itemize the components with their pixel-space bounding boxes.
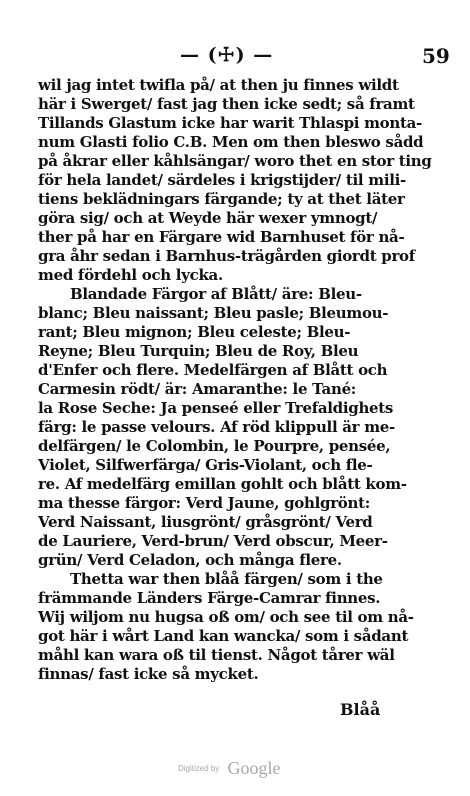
- text-line: de Lauriere, Verd-brun/ Verd obscur, Meer-: [38, 532, 388, 550]
- text-line: här i Swerget/ fast jag then icke sedt; så framt: [38, 95, 415, 113]
- watermark-prefix: Digitized by: [178, 764, 220, 773]
- text-line: måhl kan wara oß til tienst. Något tårer wäl: [38, 646, 395, 664]
- text-line: tiens beklädningars färgande; ty at thet läter: [38, 190, 405, 208]
- google-logo: Google: [227, 758, 281, 778]
- digitized-watermark: [178, 758, 280, 779]
- text-line: wil jag intet twifla på/ at then ju finnes wildt: [38, 76, 399, 94]
- text-line: på åkrar eller kåhlsängar/ woro thet en stor ting: [38, 152, 432, 170]
- text-line: gra åhr sedan i Barnhus-trägården giordt prof: [38, 247, 415, 265]
- catchword: Blåå: [340, 700, 381, 719]
- text-line: för hela landet/ särdeles i krigstijder/ til mili-: [38, 171, 406, 189]
- text-line: Reyne; Bleu Turquin; Bleu de Roy, Bleu: [38, 342, 359, 360]
- text-line: färg: le passe velours. Af röd klippull är me-: [38, 418, 395, 436]
- text-line: got här i wårt Land kan wancka/ som i sådant: [38, 627, 409, 645]
- text-line: d'Enfer och flere. Medelfärgen af Blått och: [38, 361, 388, 379]
- header-ornament: — (☩) —: [180, 44, 274, 66]
- text-line: Carmesin rödt/ är: Amaranthe: le Tané:: [38, 380, 357, 398]
- text-line: främmande Länders Färge-Camrar finnes.: [38, 589, 381, 607]
- text-line: ther på har en Färgare wid Barnhuset för nå-: [38, 228, 405, 246]
- text-line: ma thesse färgor: Verd Jaune, gohlgrönt:: [38, 494, 370, 512]
- text-line: delfärgen/ le Colombin, le Pourpre, pensée,: [38, 437, 391, 455]
- text-line: göra sig/ och at Weyde här wexer ymnogt/: [38, 209, 378, 227]
- page-header: [0, 44, 470, 74]
- page-number: 59: [422, 44, 450, 68]
- text-line: finnas/ fast icke så mycket.: [38, 665, 259, 683]
- text-line: num Glasti folio C.B. Men om then bleswo sådd: [38, 133, 424, 151]
- body-text: [38, 76, 438, 684]
- text-line: re. Af medelfärg emillan gohlt och blått kom-: [38, 475, 407, 493]
- text-line: Verd Naissant, liusgrönt/ gråsgrönt/ Verd: [38, 513, 373, 531]
- text-line: blanc; Bleu naissant; Bleu pasle; Bleumou-: [38, 304, 389, 322]
- paragraph-start-line: Thetta war then blåå färgen/ som i the: [70, 570, 383, 588]
- text-line: Tillands Glastum icke har warit Thlaspi monta-: [38, 114, 422, 132]
- text-line: la Rose Seche: Ja penseé eller Trefaldighets: [38, 399, 394, 417]
- text-line: grün/ Verd Celadon, och många flere.: [38, 551, 342, 569]
- text-line: med fördehl och lycka.: [38, 266, 223, 284]
- paragraph-start-line: Blandade Färgor af Blått/ äre: Bleu-: [70, 285, 362, 303]
- text-line: Violet, Silfwerfärga/ Gris-Violant, och fle-: [38, 456, 373, 474]
- text-line: rant; Bleu mignon; Bleu celeste; Bleu-: [38, 323, 351, 341]
- text-line: Wij wiljom nu hugsa oß om/ och see til om nå-: [38, 608, 414, 626]
